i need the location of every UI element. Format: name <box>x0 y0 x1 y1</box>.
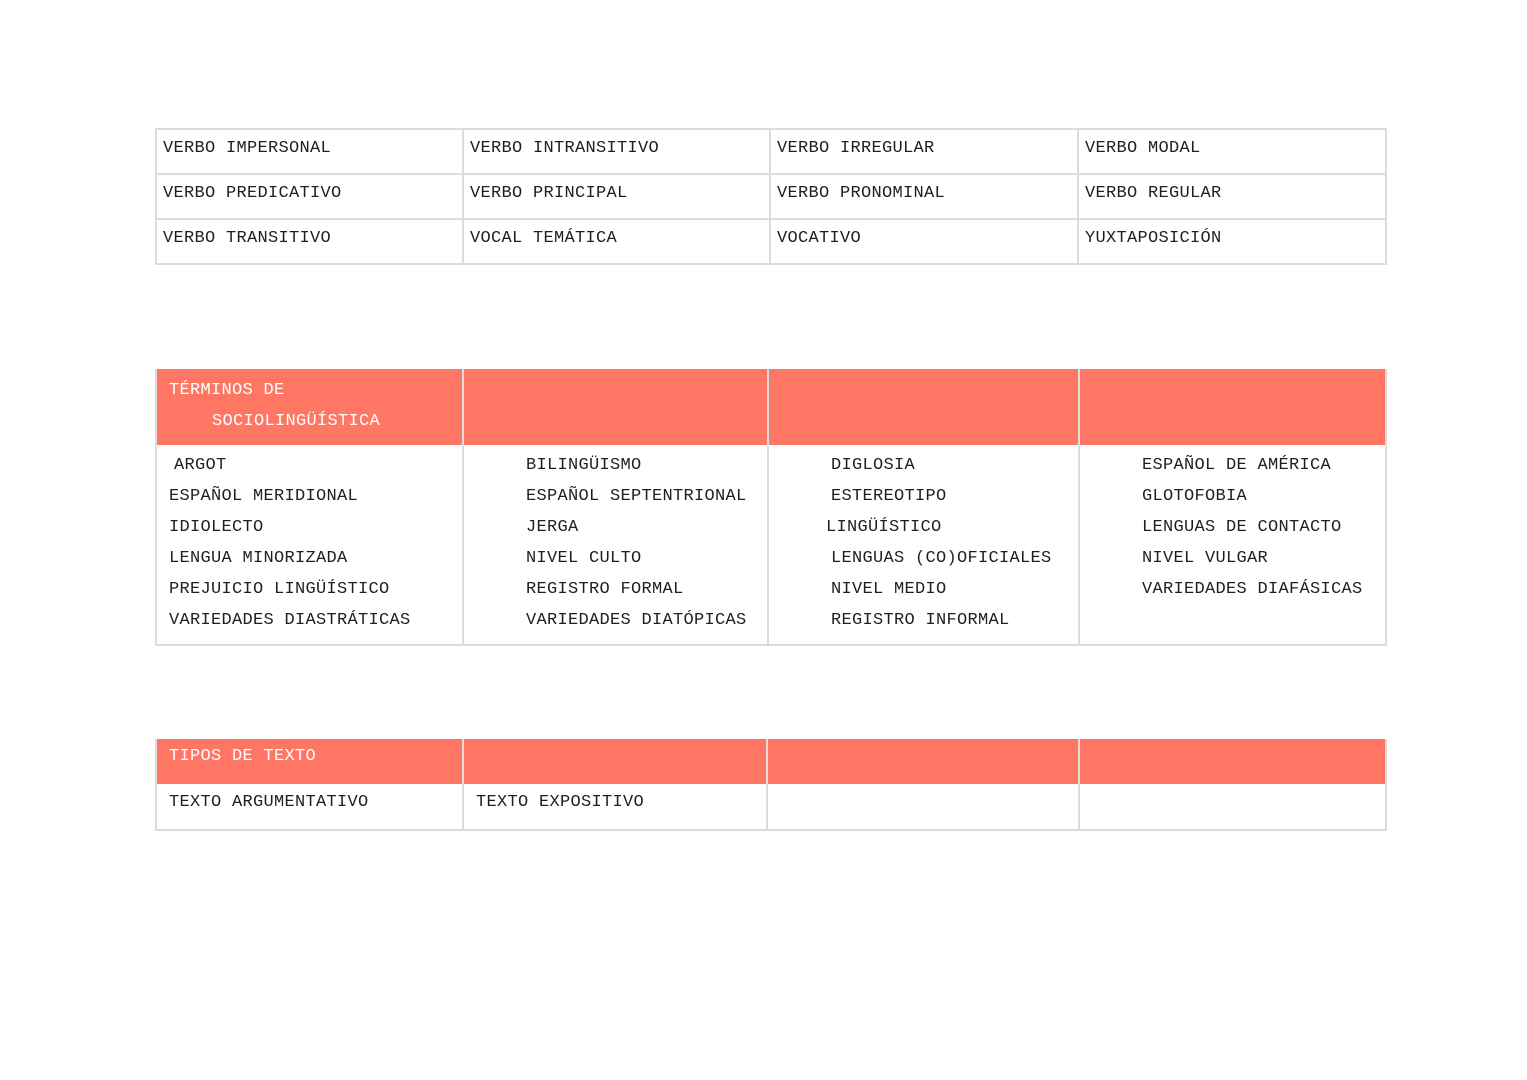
table-header-row <box>156 739 1386 784</box>
table-header-row <box>156 369 1386 445</box>
list-item: ARGOT <box>174 456 227 475</box>
table-row <box>156 219 1386 264</box>
table-cell: VERBO PREDICATIVO <box>156 174 463 219</box>
header-title-line-1: TÉRMINOS DE <box>169 381 285 400</box>
header-cell-empty <box>463 369 768 445</box>
table-cell: YUXTAPOSICIÓN <box>1078 219 1386 264</box>
table-cell: VOCAL TEMÁTICA <box>463 219 770 264</box>
table-row <box>156 129 1386 174</box>
table-cell: TEXTO EXPOSITIVO <box>463 784 767 830</box>
list-item: VARIEDADES DIAFÁSICAS <box>1142 579 1363 599</box>
table-cell: VERBO REGULAR <box>1078 174 1386 219</box>
list-item: ESPAÑOL DE AMÉRICA <box>1142 456 1332 475</box>
sociolinguistics-table <box>155 369 1387 646</box>
table-row <box>156 784 1386 830</box>
list-item: JERGA <box>526 517 579 537</box>
list-item: BILINGÜISMO <box>526 456 642 475</box>
table-cell: VOCATIVO <box>770 219 1078 264</box>
header-title-line-2: SOCIOLINGÜÍSTICA <box>212 412 381 431</box>
sociolinguistics-header <box>156 369 463 445</box>
list-item: PREJUICIO LINGÜÍSTICO <box>169 579 390 599</box>
table-cell-empty <box>1079 784 1386 830</box>
list-item: GLOTOFOBIA <box>1142 486 1248 506</box>
list-item: LENGUAS DE CONTACTO <box>1142 517 1342 537</box>
table-cell: VERBO INTRANSITIVO <box>463 129 770 174</box>
header-cell-empty <box>1079 369 1386 445</box>
table-cell-empty <box>767 784 1079 830</box>
table-cell: VERBO IMPERSONAL <box>156 129 463 174</box>
header-cell-empty <box>768 369 1079 445</box>
header-cell-empty <box>767 739 1079 784</box>
list-item: REGISTRO FORMAL <box>526 579 684 599</box>
list-item: VARIEDADES DIATÓPICAS <box>526 610 747 630</box>
term-column-1 <box>156 445 463 645</box>
header-cell-empty <box>463 739 767 784</box>
table-cell: VERBO MODAL <box>1078 129 1386 174</box>
list-item: ESPAÑOL MERIDIONAL <box>169 486 359 506</box>
list-item: VARIEDADES DIASTRÁTICAS <box>169 610 411 630</box>
list-item: NIVEL MEDIO <box>831 579 947 599</box>
text-types-table <box>155 739 1387 831</box>
list-item: NIVEL VULGAR <box>1142 548 1269 568</box>
table-cell: VERBO PRONOMINAL <box>770 174 1078 219</box>
list-item: NIVEL CULTO <box>526 548 642 568</box>
list-item: ESTEREOTIPO <box>831 486 947 506</box>
list-item: LENGUAS (CO)OFICIALES <box>831 548 1052 568</box>
term-column-2 <box>463 445 768 645</box>
table-row <box>156 174 1386 219</box>
table-cell: VERBO IRREGULAR <box>770 129 1078 174</box>
table-cell: TEXTO ARGUMENTATIVO <box>156 784 463 830</box>
header-cell-empty <box>1079 739 1386 784</box>
list-item: DIGLOSIA <box>831 456 916 475</box>
list-item: REGISTRO INFORMAL <box>831 610 1010 630</box>
list-item: LENGUA MINORIZADA <box>169 548 348 568</box>
table-cell: VERBO PRINCIPAL <box>463 174 770 219</box>
table-row <box>156 445 1386 645</box>
table-cell: VERBO TRANSITIVO <box>156 219 463 264</box>
list-item: LINGÜÍSTICO <box>826 517 942 537</box>
list-item: IDIOLECTO <box>169 517 264 537</box>
list-item: ESPAÑOL SEPTENTRIONAL <box>526 486 747 506</box>
text-types-header: TIPOS DE TEXTO <box>156 739 463 784</box>
verbs-table <box>155 128 1387 265</box>
term-column-3 <box>768 445 1079 645</box>
term-column-4 <box>1079 445 1386 645</box>
